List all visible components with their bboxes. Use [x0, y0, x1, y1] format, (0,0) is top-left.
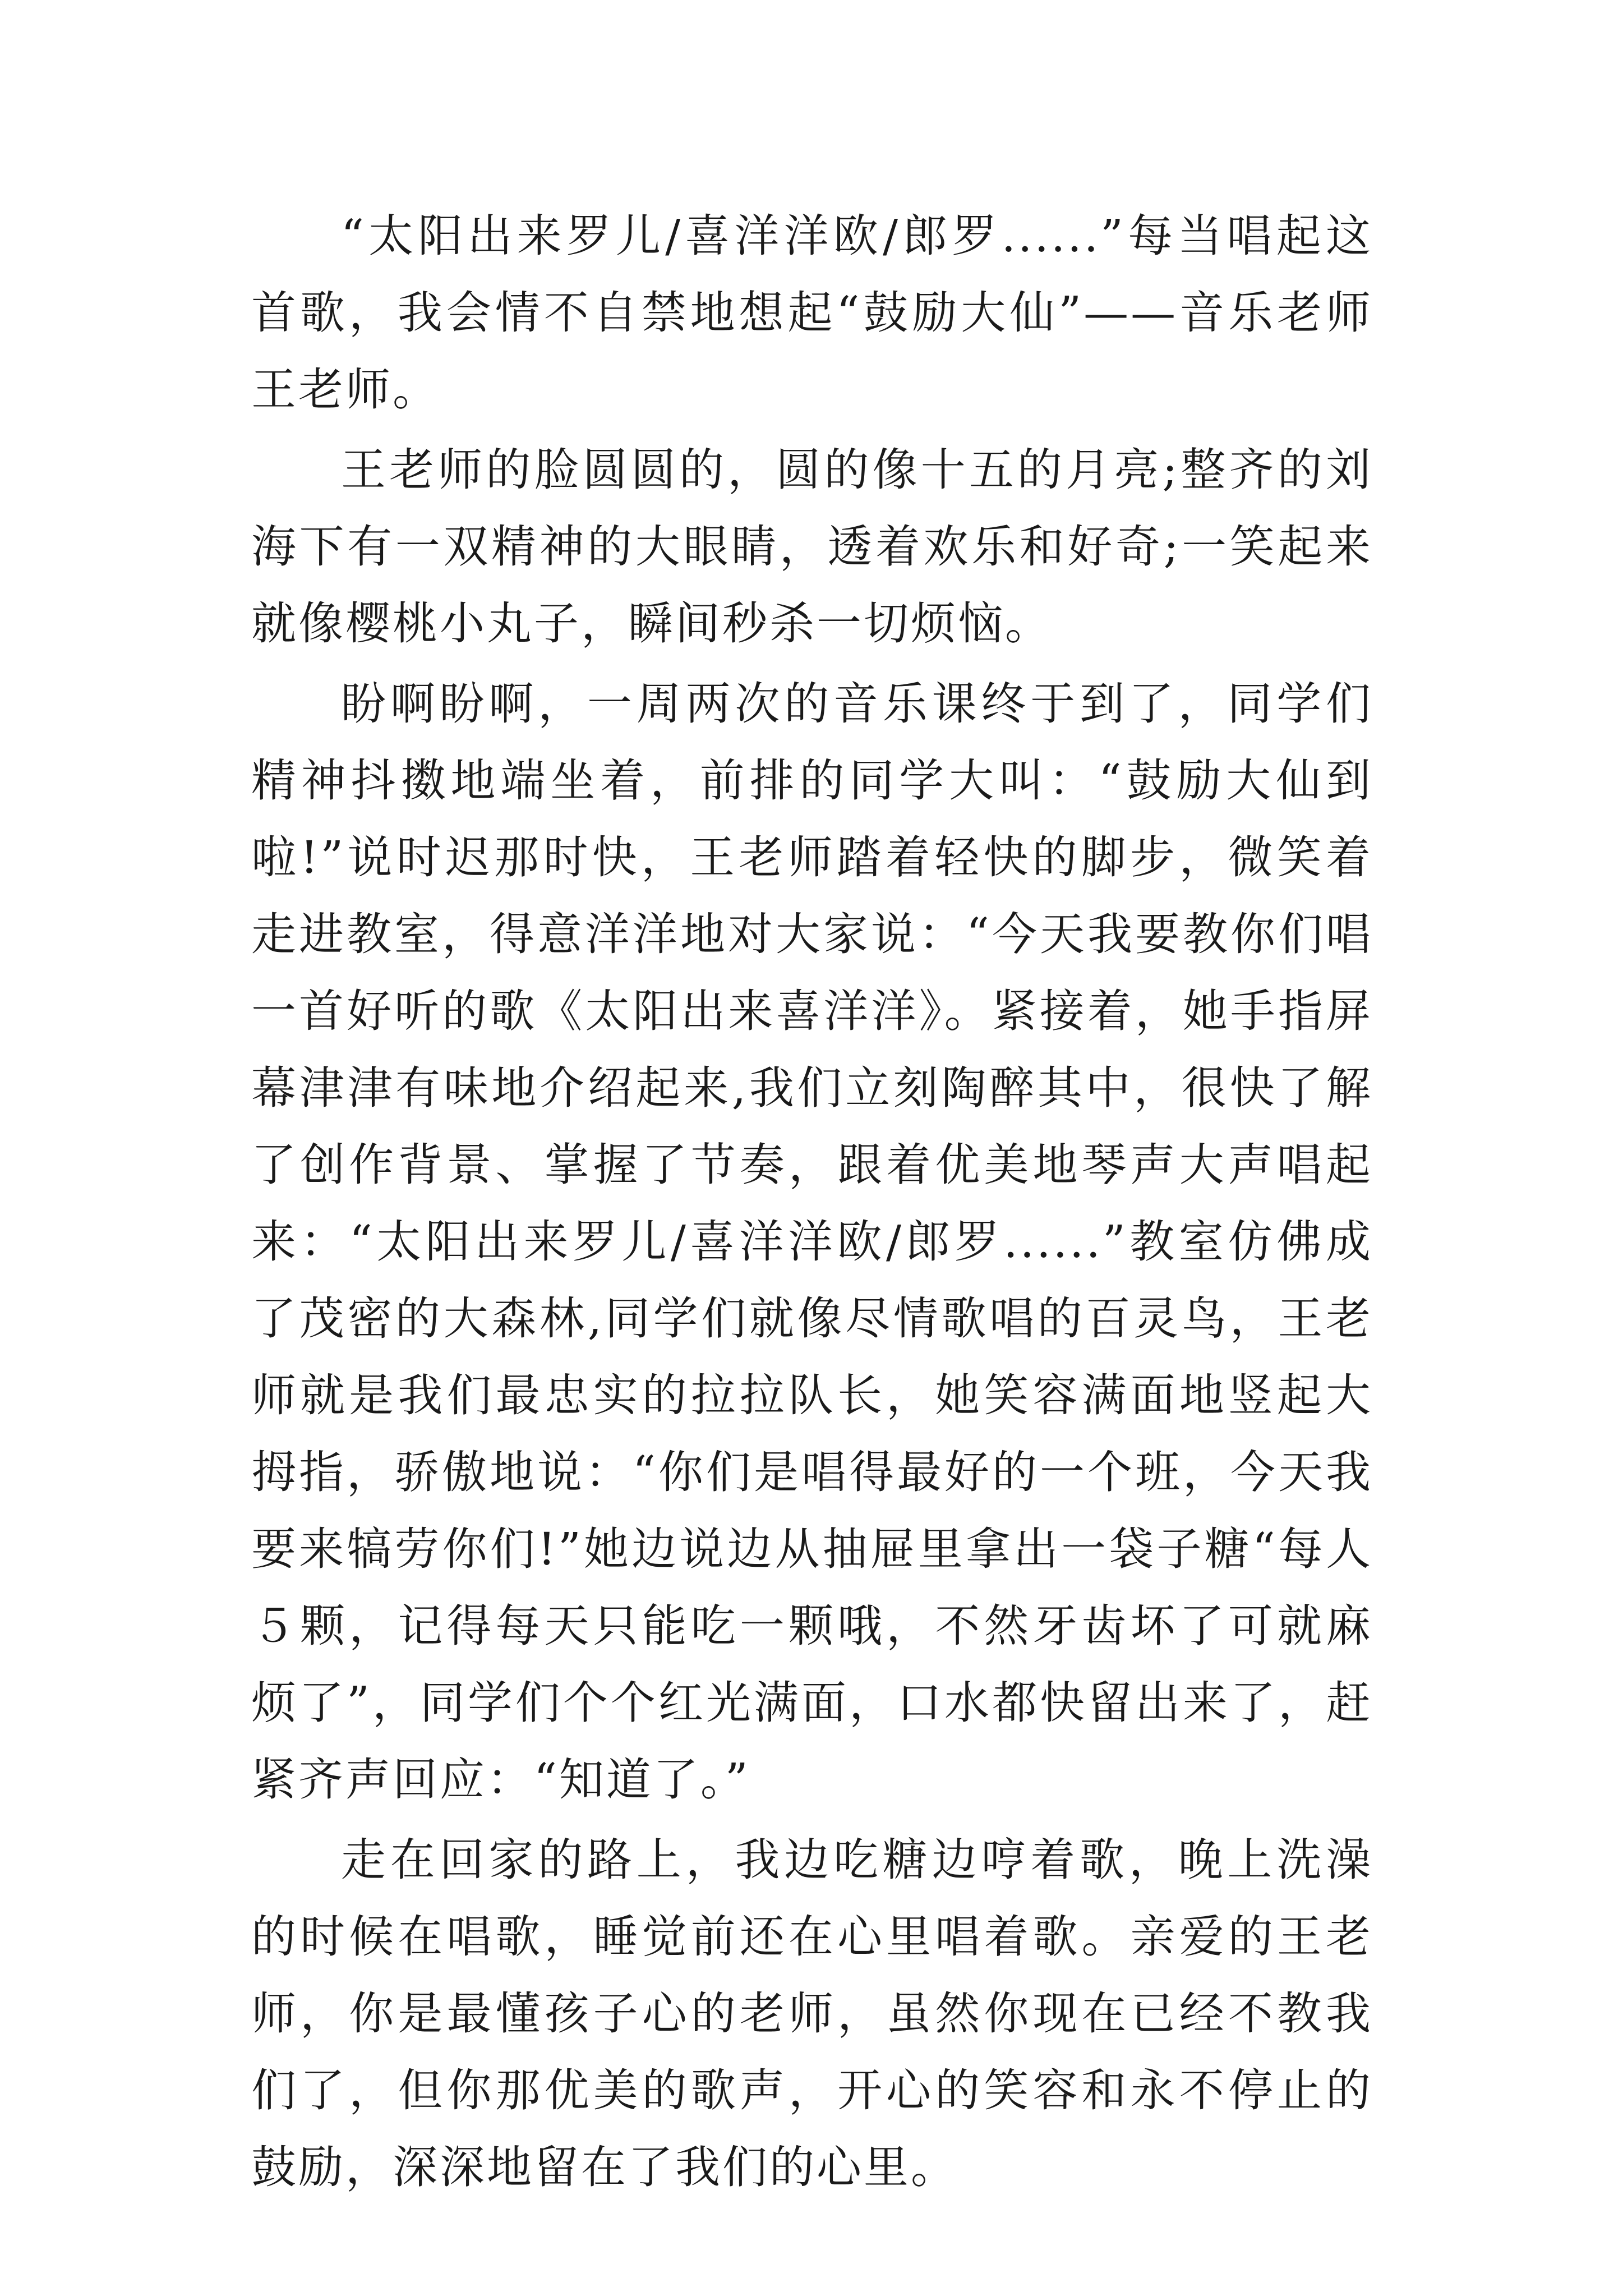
paragraph-4: 走在回家的路上，我边吃糖边哼着歌，晚上洗澡的时候在唱歌，睡觉前还在心里唱着歌。亲爱的王老师，你是最懂孩子心的老师，虽然你现在已经不教我们了，但你那优美的歌声，开心的笑容和永不停止的鼓励，深深地留在了我们的心里。 — [251, 1834, 1373, 2193]
paragraph-3: 盼啊盼啊，一周两次的音乐课终于到了，同学们精神抖擞地端坐着，前排的同学大叫：“鼓励大仙到啦!”说时迟那时快，王老师踏着轻快的脚步，微笑着走进教室，得意洋洋地对大家说：“今天我要教你们唱一首好听的歌《太阳出来喜洋洋》。紧接着，她手指屏幕津津有味地介绍起来,我们立刻陶醉其中，很快了解了创作背景、掌握了节奏，跟着优美地琴声大声唱起来：“太阳出来罗儿/喜洋洋欧/郎罗......”教室仿佛成了茂密的大森林,同学们就像尽情歌唱的百灵鸟，王老师就是我们最忠实的拉拉队长，她笑容满面地竖起大拇指，骄傲地说：“你们是唱得最好的一个班，今天我要来犒劳你们!”她边说边从抽屉里拿出一袋子糖“每人５颗，记得每天只能吃一颗哦，不然牙齿坏了可就麻烦了”，同学们个个红光满面，口水都快留出来了，赶紧齐声回应：“知道了。” — [251, 678, 1373, 1806]
paragraph-2: 王老师的脸圆圆的，圆的像十五的月亮;整齐的刘海下有一双精神的大眼睛，透着欢乐和好奇;一笑起来就像樱桃小丸子，瞬间秒杀一切烦恼。 — [251, 444, 1373, 650]
paragraph-1: “太阳出来罗儿/喜洋洋欧/郎罗......”每当唱起这首歌，我会情不自禁地想起“鼓励大仙”——音乐老师王老师。 — [251, 210, 1373, 416]
essay-body — [251, 197, 1373, 2209]
